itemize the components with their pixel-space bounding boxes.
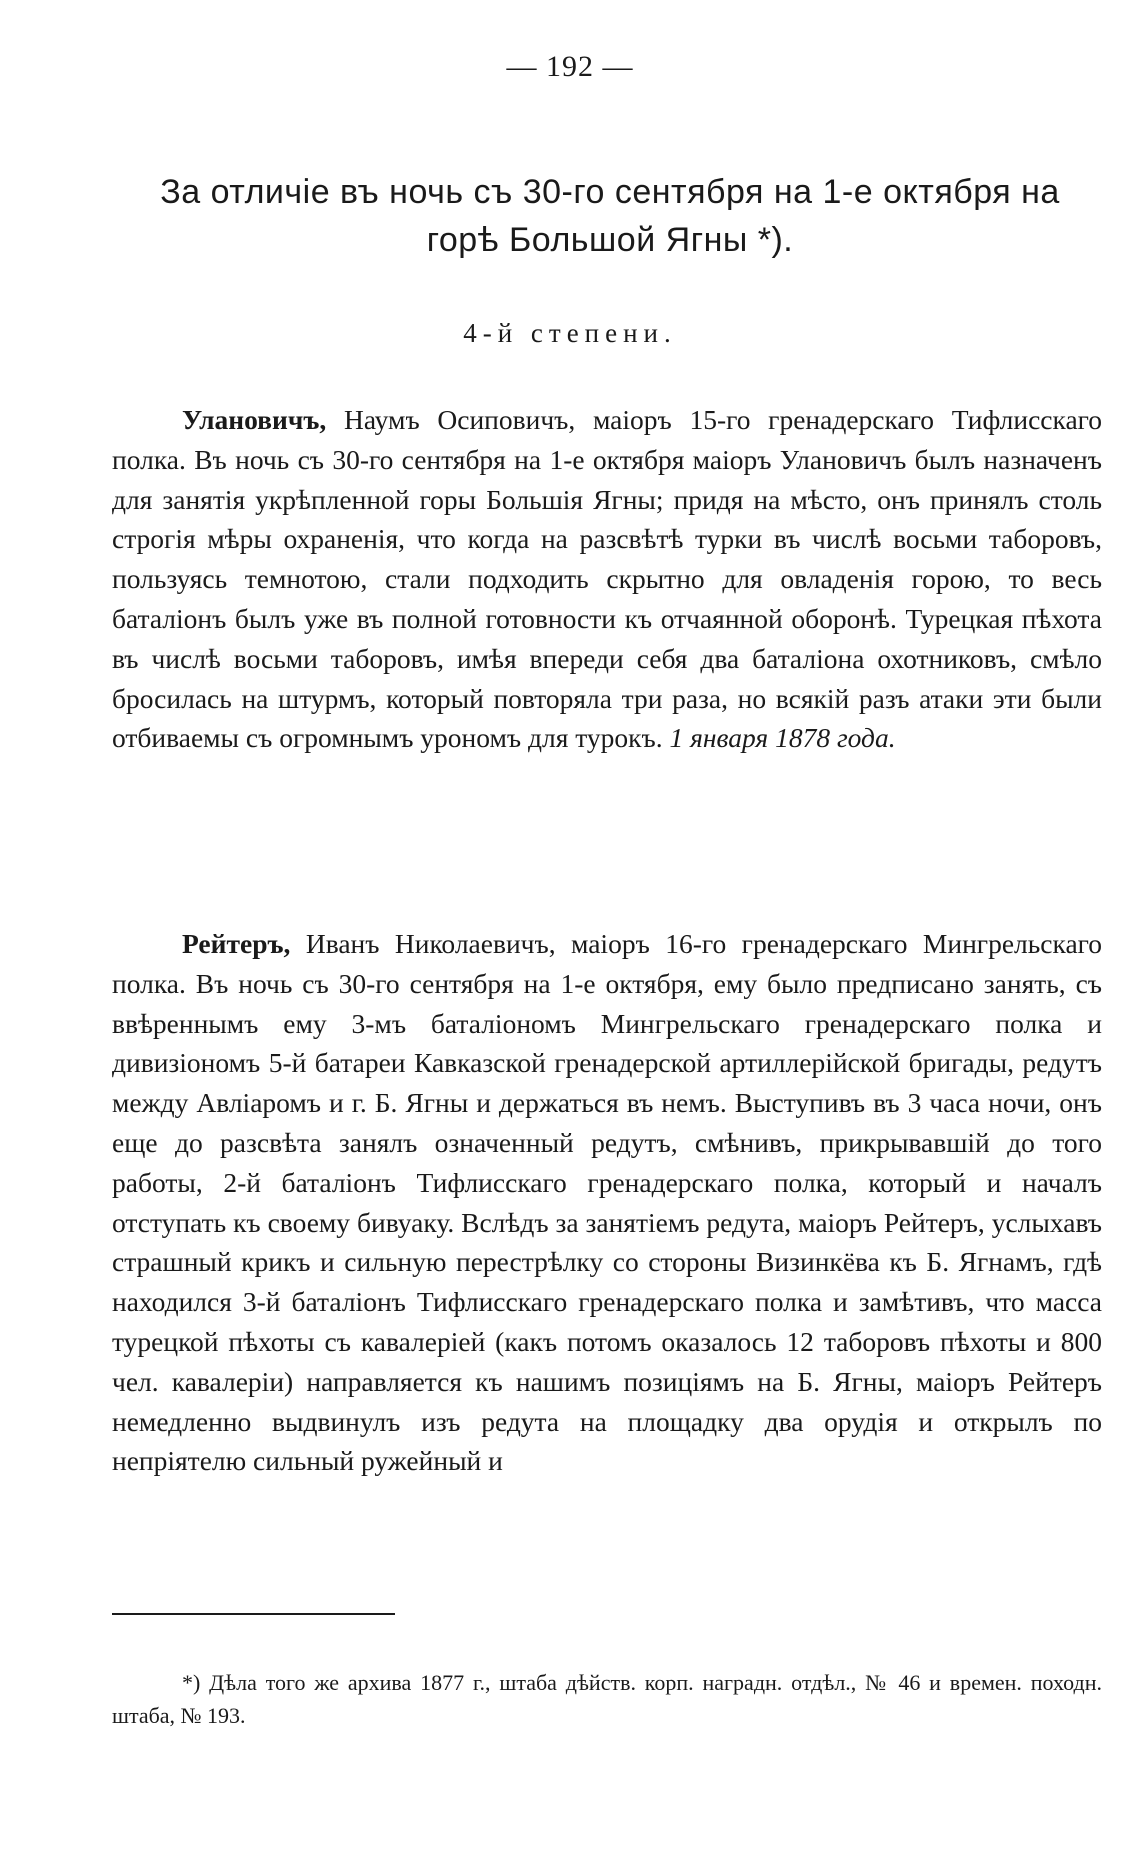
entry-surname: Улановичъ, [182,404,327,435]
page-number: — 192 — [506,50,634,83]
footnote: *) Дѣла того же архива 1877 г., штаба дѣйств. корп. наградн. отдѣл., № 46 и времен. походн. штаба, № 193. [112,1670,1102,1728]
degree-subheading: 4-й степени. [463,318,677,348]
section-heading [140,168,1080,264]
entry-text: Иванъ Николаевичъ, маіоръ 16-го гренадерскаго Мингрельскаго полка. Въ ночь съ 30-го сентября на 1-е октября, ему было предписано занять, съ ввѣреннымъ ему 3-мъ баталіономъ Мингрельскаго гренадерскаго полка и дивизіономъ 5-й батареи Кавказской гренадерской артиллерійской бригады, редутъ между Авліаромъ и г. Б. Ягны и держаться въ немъ. Выступивъ въ 3 часа ночи, онъ еще до разсвѣта занялъ означенный редутъ, смѣнивъ, прикрывавшій до того работы, 2-й баталіонъ Тифлисскаго гренадерскаго полка, который и началъ отступать къ своему бивуаку. Вслѣдъ за занятіемъ редута, маіоръ Рейтеръ, услыхавъ страшный крикъ и сильную перестрѣлку со стороны Визинкёва къ Б. Ягнамъ, гдѣ находился 3-й баталіонъ Тифлисскаго гренадерскаго полка и замѣтивъ, что масса турецкой пѣхоты съ кавалеріей (какъ потомъ оказалось 12 таборовъ пѣхоты и 800 чел. кавалеріи) направляется къ нашимъ позиціямъ на Б. Ягны, маіоръ Рейтеръ немедленно выдвинулъ изъ редута на площадку два орудія и открылъ по непріятелю сильный ружейный и [112,928,1102,1477]
award-entry-reiter [112,924,1102,1481]
entry-date: 1 января 1878 года. [669,722,896,754]
section-heading-line-1: За отличіе въ ночь съ 30-го сентября на 1-е октября на [160,173,1060,211]
award-entry-ulanovich [112,400,1102,758]
section-heading-line-2: горѣ Большой Ягны *). [426,221,794,259]
entry-surname: Рейтеръ, [182,928,291,959]
entry-text: Наумъ Осиповичъ, маіоръ 15-го гренадерскаго Тифлисскаго полка. Въ ночь съ 30-го сентября на 1-е октября маіоръ Улановичъ былъ назначенъ для занятія укрѣпленной горы Большія Ягны; придя на мѣсто, онъ принялъ столь строгія мѣры охраненія, что когда на разсвѣтѣ турки въ числѣ восьми таборовъ, пользуясь темнотою, стали подходить скрытно для овладенія горою, то весь баталіонъ былъ уже въ полной готовности къ отчаянной оборонѣ. Турецкая пѣхота въ числѣ восьми таборовъ, имѣя впереди себя два баталіона охотниковъ, смѣло бросилась на штурмъ, который повторяла три раза, но всякій разъ атаки эти были отбиваемы съ огромнымъ урономъ для турокъ. [112,404,1102,754]
footnote-divider [112,1613,395,1615]
